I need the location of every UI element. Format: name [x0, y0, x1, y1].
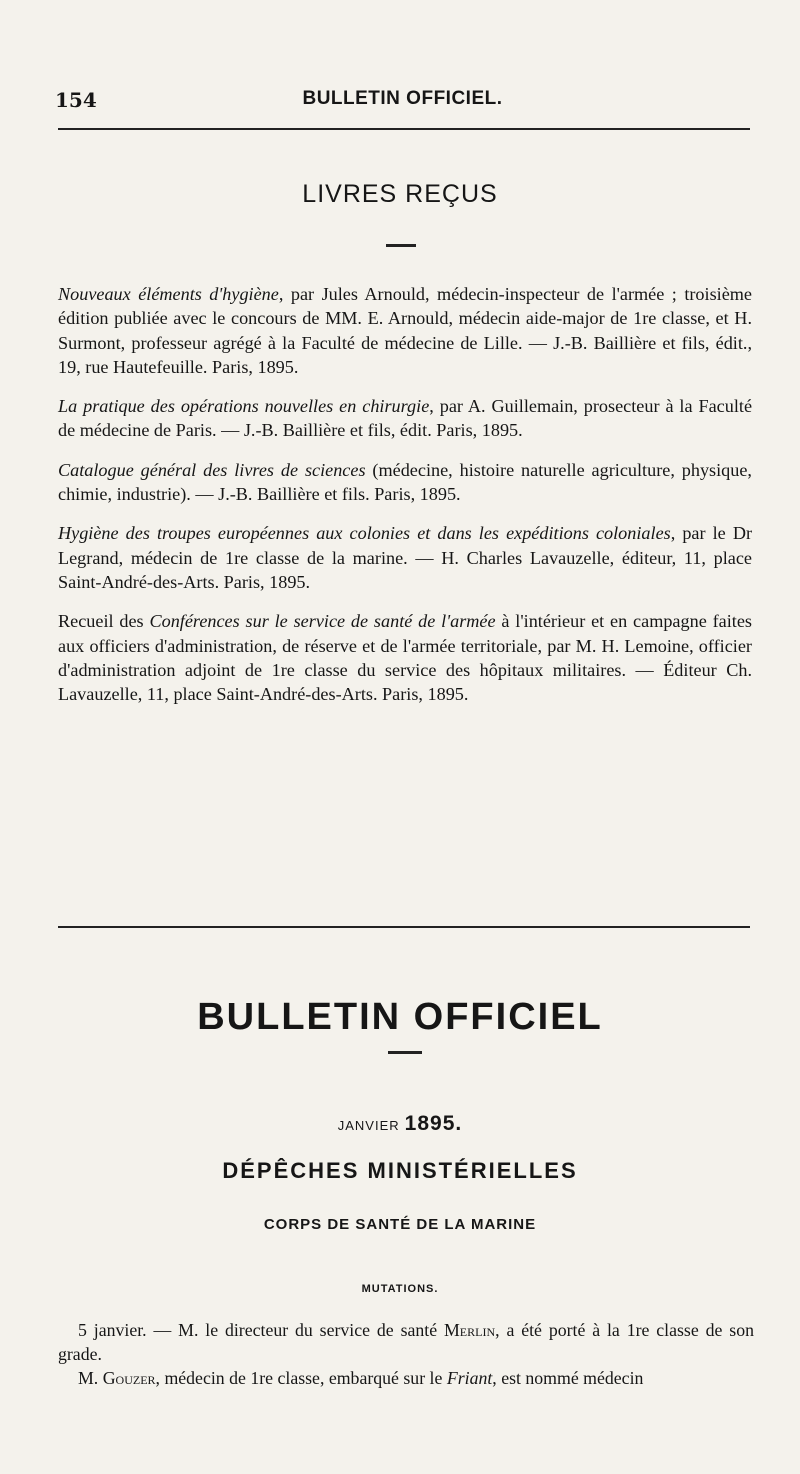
- text-run: , a été porté à la 1re classe de son grade.: [58, 1320, 754, 1364]
- running-title: BULLETIN OFFICIEL.: [302, 88, 503, 109]
- title-dash: [386, 244, 416, 247]
- text-run: M.: [78, 1368, 103, 1388]
- book-details: (médecine, histoire naturelle agriculture, physique, chimie, industrie). — J.-B. Baillière et fils. Paris, 1895.: [58, 459, 752, 505]
- text-run: , médecin de 1re classe, embarqué sur le: [155, 1368, 447, 1388]
- paragraph: [58, 1366, 754, 1390]
- book-prefix: Recueil des: [58, 611, 150, 632]
- book-title: Nouveaux éléments d'hygiène: [58, 284, 279, 304]
- book-details: , par le Dr Legrand, médecin de 1re classe de la marine. — H. Charles Lavauzelle, éditeur, 11, place Saint-André-des-Arts. Paris, 1895.: [58, 523, 753, 592]
- book-entry: [58, 609, 752, 706]
- top-rule: [58, 128, 750, 130]
- section-heading: DÉPÊCHES MINISTÉRIELLES: [222, 1158, 578, 1183]
- book-entry: [58, 282, 752, 379]
- book-title: Catalogue général des livres de sciences: [58, 459, 366, 480]
- subsection-heading: CORPS DE SANTÉ DE LA MARINE: [263, 1216, 537, 1233]
- person-name: Gouzer: [102, 1368, 156, 1388]
- book-entry: [58, 394, 752, 443]
- issue-month: JANVIER: [337, 1118, 400, 1133]
- livres-recus-title: LIVRES REÇUS: [302, 180, 498, 208]
- issue-year: 1895.: [404, 1112, 463, 1135]
- running-head: [55, 88, 750, 118]
- issue-date: [0, 1112, 800, 1136]
- bulletin-dash: [388, 1051, 422, 1054]
- book-title: Conférences sur le service de santé de l'armée: [149, 611, 496, 632]
- section-rule: [58, 926, 750, 928]
- book-details: , par A. Guillemain, prosecteur à la Faculté de médecine de Paris. — J.-B. Baillière et fils, édit. Paris, 1895.: [58, 396, 753, 441]
- mutations-heading: MUTATIONS.: [361, 1283, 439, 1295]
- text-run: 5 janvier. — M. le directeur du service de santé: [78, 1320, 444, 1340]
- mutations-text: [58, 1318, 754, 1390]
- bulletin-title: BULLETIN OFFICIEL: [197, 996, 603, 1038]
- book-details: à l'intérieur et en campagne faites aux officiers d'administration, de réserve et de l'armée territoriale, par M. H. Lemoine, officier d'administration adjoint de 1re classe du service des hôpitaux militaires. — Éditeur Ch. Lavauzelle, 11, place Saint-André-des-Arts. Paris, 1895.: [58, 611, 752, 705]
- book-details: , par Jules Arnould, médecin-inspecteur de l'armée ; troisième édition publiée avec le concours de MM. E. Arnould, médecin aide-major de 1re classe, et H. Surmont, professeur agrégé à la Faculté de médecine de Lille. — J.-B. Baillière et fils, édit., 19, rue Hautefeuille. Paris, 1895.: [58, 284, 753, 377]
- book-list: [58, 282, 752, 721]
- person-name: Merlin: [443, 1320, 496, 1340]
- ship-name: Friant: [446, 1368, 493, 1388]
- book-entry: [58, 521, 752, 594]
- text-run: , est nommé médecin: [492, 1368, 644, 1388]
- book-title: Hygiène des troupes européennes aux colonies et dans les expéditions coloniales: [58, 523, 671, 544]
- book-entry: [58, 458, 752, 507]
- book-title: La pratique des opérations nouvelles en chirurgie: [58, 396, 430, 417]
- paragraph: [58, 1318, 754, 1366]
- page-number: 154: [55, 88, 97, 112]
